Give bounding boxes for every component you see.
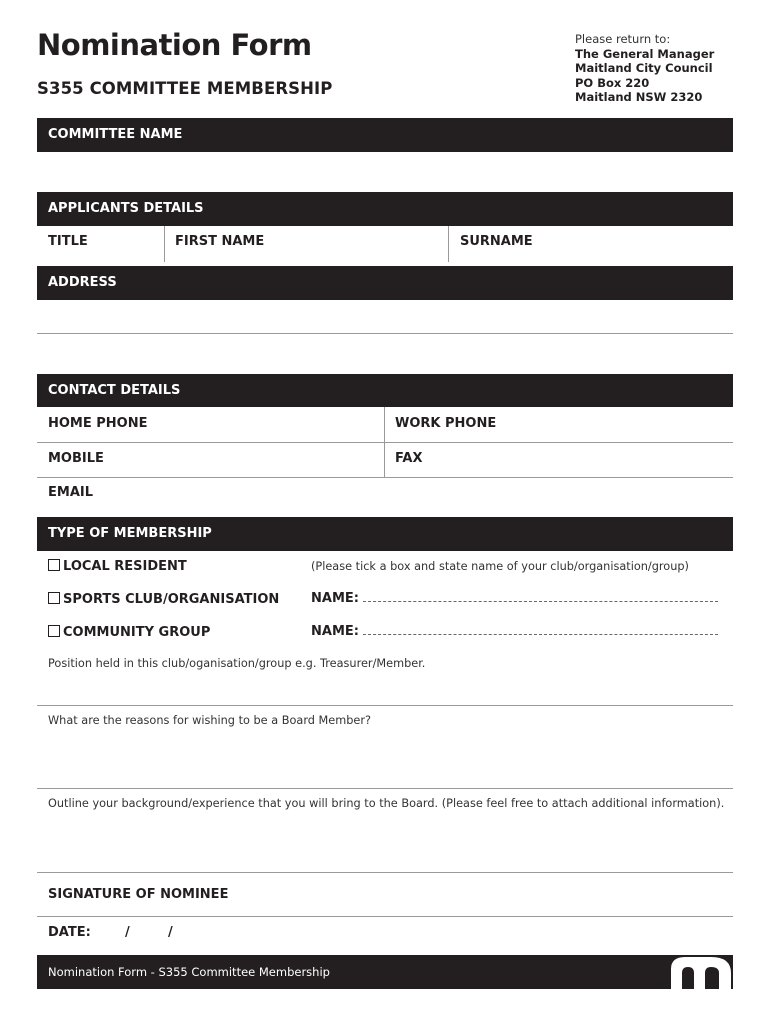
date-label: DATE: <box>48 925 91 940</box>
return-line: Maitland City Council <box>575 61 713 76</box>
position-prompt: Position held in this club/oganisation/group e.g. Treasurer/Member. <box>48 657 426 670</box>
date-separator: / <box>168 925 173 940</box>
checkbox-icon[interactable] <box>48 625 60 637</box>
email-field[interactable]: EMAIL <box>48 485 93 500</box>
checkbox-label: LOCAL RESIDENT <box>63 559 187 574</box>
position-line[interactable] <box>37 705 733 706</box>
community-group-checkbox[interactable] <box>48 625 210 640</box>
divider <box>37 477 733 478</box>
form-title: Nomination Form <box>37 28 312 62</box>
work-phone-field[interactable]: WORK PHONE <box>395 416 497 431</box>
sports-club-name-field[interactable] <box>311 591 718 606</box>
name-line[interactable] <box>363 624 718 635</box>
fax-field[interactable]: FAX <box>395 451 423 466</box>
address-header: ADDRESS <box>37 266 733 300</box>
footer-text: Nomination Form - S355 Committee Membership <box>48 965 330 979</box>
divider <box>448 226 449 262</box>
contact-details-header: CONTACT DETAILS <box>37 374 733 407</box>
checkbox-label: SPORTS CLUB/ORGANISATION <box>63 592 280 607</box>
background-prompt: Outline your background/experience that you will bring to the Board. (Please feel free to attach additional information). <box>48 797 725 810</box>
return-line: The General Manager <box>575 46 715 61</box>
reasons-prompt: What are the reasons for wishing to be a Board Member? <box>48 714 371 727</box>
divider <box>37 442 733 443</box>
name-label: NAME: <box>311 591 359 606</box>
surname-field[interactable]: SURNAME <box>460 234 533 249</box>
local-resident-checkbox[interactable] <box>48 559 187 574</box>
date-separator: / <box>125 925 130 940</box>
applicants-details-header: APPLICANTS DETAILS <box>37 192 733 226</box>
committee-name-field[interactable]: COMMITTEE NAME <box>37 118 733 152</box>
first-name-field[interactable]: FIRST NAME <box>175 234 265 249</box>
checkbox-icon[interactable] <box>48 592 60 604</box>
return-line: Maitland NSW 2320 <box>575 90 703 105</box>
signature-field[interactable]: SIGNATURE OF NOMINEE <box>48 887 229 902</box>
address-line[interactable] <box>37 333 733 334</box>
checkbox-icon[interactable] <box>48 559 60 571</box>
membership-type-header: TYPE OF MEMBERSHIP <box>37 517 733 551</box>
membership-instruction: (Please tick a box and state name of your club/organisation/group) <box>311 560 689 573</box>
divider <box>37 916 733 917</box>
mobile-field[interactable]: MOBILE <box>48 451 104 466</box>
background-line[interactable] <box>37 872 733 873</box>
council-logo-icon <box>653 955 733 989</box>
page-footer <box>37 955 733 989</box>
title-field[interactable]: TITLE <box>48 234 88 249</box>
reasons-line[interactable] <box>37 788 733 789</box>
name-label: NAME: <box>311 624 359 639</box>
sports-club-checkbox[interactable] <box>48 592 279 607</box>
return-line: PO Box 220 <box>575 75 650 90</box>
home-phone-field[interactable]: HOME PHONE <box>48 416 148 431</box>
divider <box>164 226 165 262</box>
return-address <box>575 32 714 105</box>
name-line[interactable] <box>363 591 718 602</box>
return-label: Please return to: <box>575 32 671 46</box>
community-group-name-field[interactable] <box>311 624 718 639</box>
checkbox-label: COMMUNITY GROUP <box>63 625 211 640</box>
form-subtitle: S355 COMMITTEE MEMBERSHIP <box>37 79 333 98</box>
